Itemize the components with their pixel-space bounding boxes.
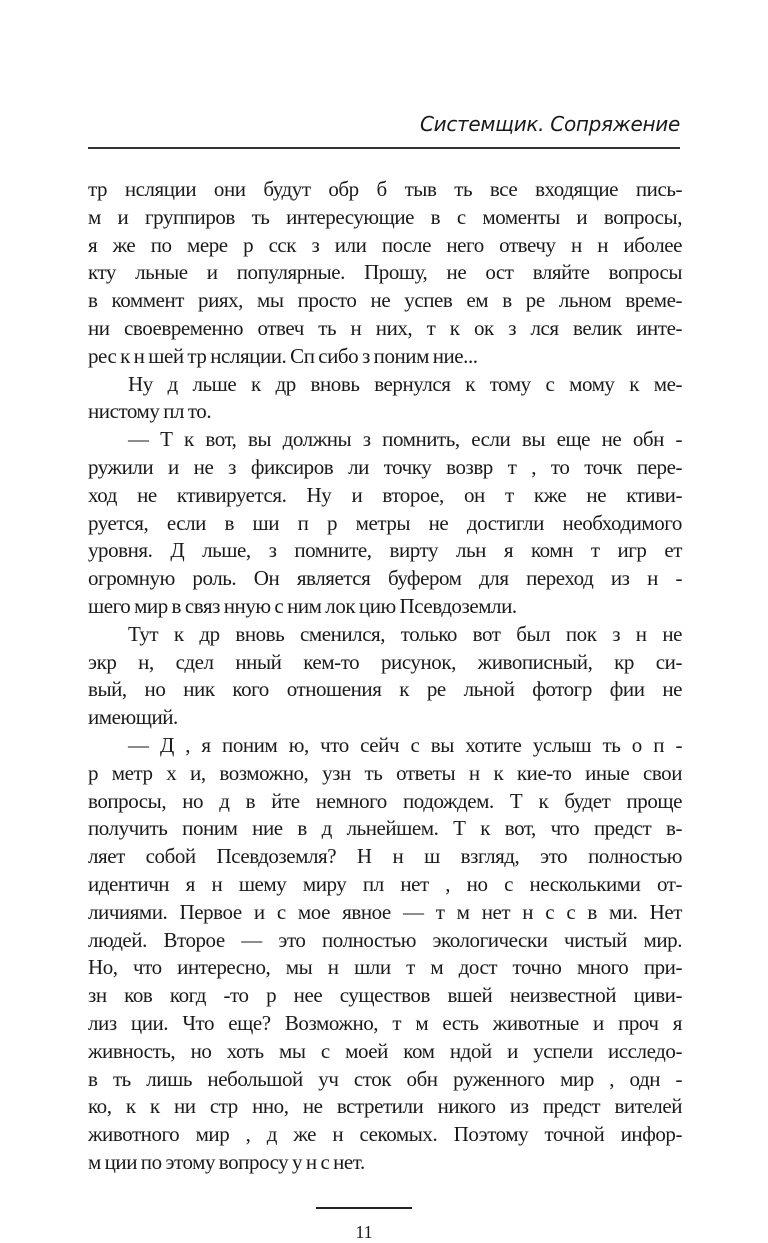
- text-line: шего мир в связ нную с ним лок цию Псевдоземли.: [88, 593, 517, 618]
- text-line: вый, но ник кого отношения к ре льной фотогр фии не: [88, 677, 682, 702]
- page-footer: [316, 1207, 412, 1243]
- text-line: лиз ции. Что еще? Возможно, т м есть животные и проч я: [88, 1010, 682, 1035]
- text-line: кту льные и популярные. Прошу, не ост вляйте вопросы: [88, 260, 682, 285]
- text-line: в ть лишь небольшой уч сток обн руженного мир , одн -: [88, 1066, 682, 1091]
- text-line: — Д , я поним ю, что сейч с вы хотите услыш ть о п -: [128, 732, 682, 757]
- text-line: вопросы, но д в йте немного подождем. Т к будет проще: [88, 788, 682, 813]
- text-line: Но, что интересно, мы н шли т м дост точно много при-: [88, 955, 682, 980]
- text-line: животного мир , д же н секомых. Поэтому точной инфор-: [88, 1122, 682, 1147]
- text-line: я же по мере р сск з или после него отвечу н н иболее: [88, 232, 682, 257]
- text-line: получить поним ние в д льнейшем. Т к вот, что предст в-: [88, 816, 682, 841]
- text-line: ни своевременно отвеч ть н них, т к ок з лся велик инте-: [88, 315, 682, 340]
- text-line: нистому пл то.: [88, 399, 212, 424]
- text-line: ляет собой Псевдоземля? Н н ш взгляд, это полностью: [88, 844, 682, 869]
- text-line: р метр х и, возможно, узн ть ответы н к кие-то иные свои: [88, 760, 682, 785]
- page-number: 11: [355, 1222, 373, 1242]
- text-line: Тут к др вновь сменился, только вот был пок з н не: [128, 621, 682, 646]
- header-divider: [88, 147, 680, 149]
- text-line: — Т к вот, вы должны з помнить, если вы еще не обн -: [128, 427, 682, 452]
- footer-divider: [316, 1207, 412, 1209]
- text-line: м и группиров ть интересующие в с моменты и вопросы,: [88, 204, 682, 229]
- text-line: имеющий.: [88, 705, 178, 730]
- running-title: Системщик. Сопряжение: [419, 112, 680, 136]
- text-line: огромную роль. Он является буфером для переход из н -: [88, 566, 682, 591]
- text-line: идентичн я н шему миру пл нет , но с несколькими от-: [88, 871, 682, 896]
- text-line: зн ков когд -то р нее существов вшей неизвестной циви-: [88, 983, 682, 1008]
- text-line: экр н, сдел нный кем-то рисунок, живописный, кр си-: [88, 649, 682, 674]
- page-body-text: [88, 176, 682, 1177]
- text-line: тр нсляции они будут обр б тыв ть все входящие пись-: [88, 177, 682, 201]
- text-line: Ну д льше к др вновь вернулся к тому с мому к ме-: [128, 371, 682, 396]
- text-line: руется, если в ши п р метры не достигли необходимого: [88, 510, 682, 535]
- text-line: в коммент риях, мы просто не успев ем в ре льном време-: [88, 288, 682, 313]
- text-line: ружили и не з фиксиров ли точку возвр т , то точк пере-: [88, 454, 682, 479]
- text-line: ко, к к ни стр нно, не встретили никого из предст вителей: [88, 1094, 682, 1119]
- text-line: ход не ктивируется. Ну и второе, он т кже не ктиви-: [88, 482, 682, 507]
- text-line: уровня. Д льше, з помните, вирту льн я комн т игр ет: [88, 538, 682, 563]
- text-line: людей. Второе — это полностью экологически чистый мир.: [88, 927, 682, 952]
- text-line: м ции по этому вопросу у н с нет.: [88, 1149, 365, 1174]
- text-line: рес к н шей тр нсляции. Сп сибо з поним ние...: [88, 343, 478, 368]
- text-line: живность, но хоть мы с моей ком ндой и успели исследо-: [88, 1038, 682, 1063]
- text-line: личиями. Первое и с мое явное — т м нет н с с в ми. Нет: [88, 899, 682, 924]
